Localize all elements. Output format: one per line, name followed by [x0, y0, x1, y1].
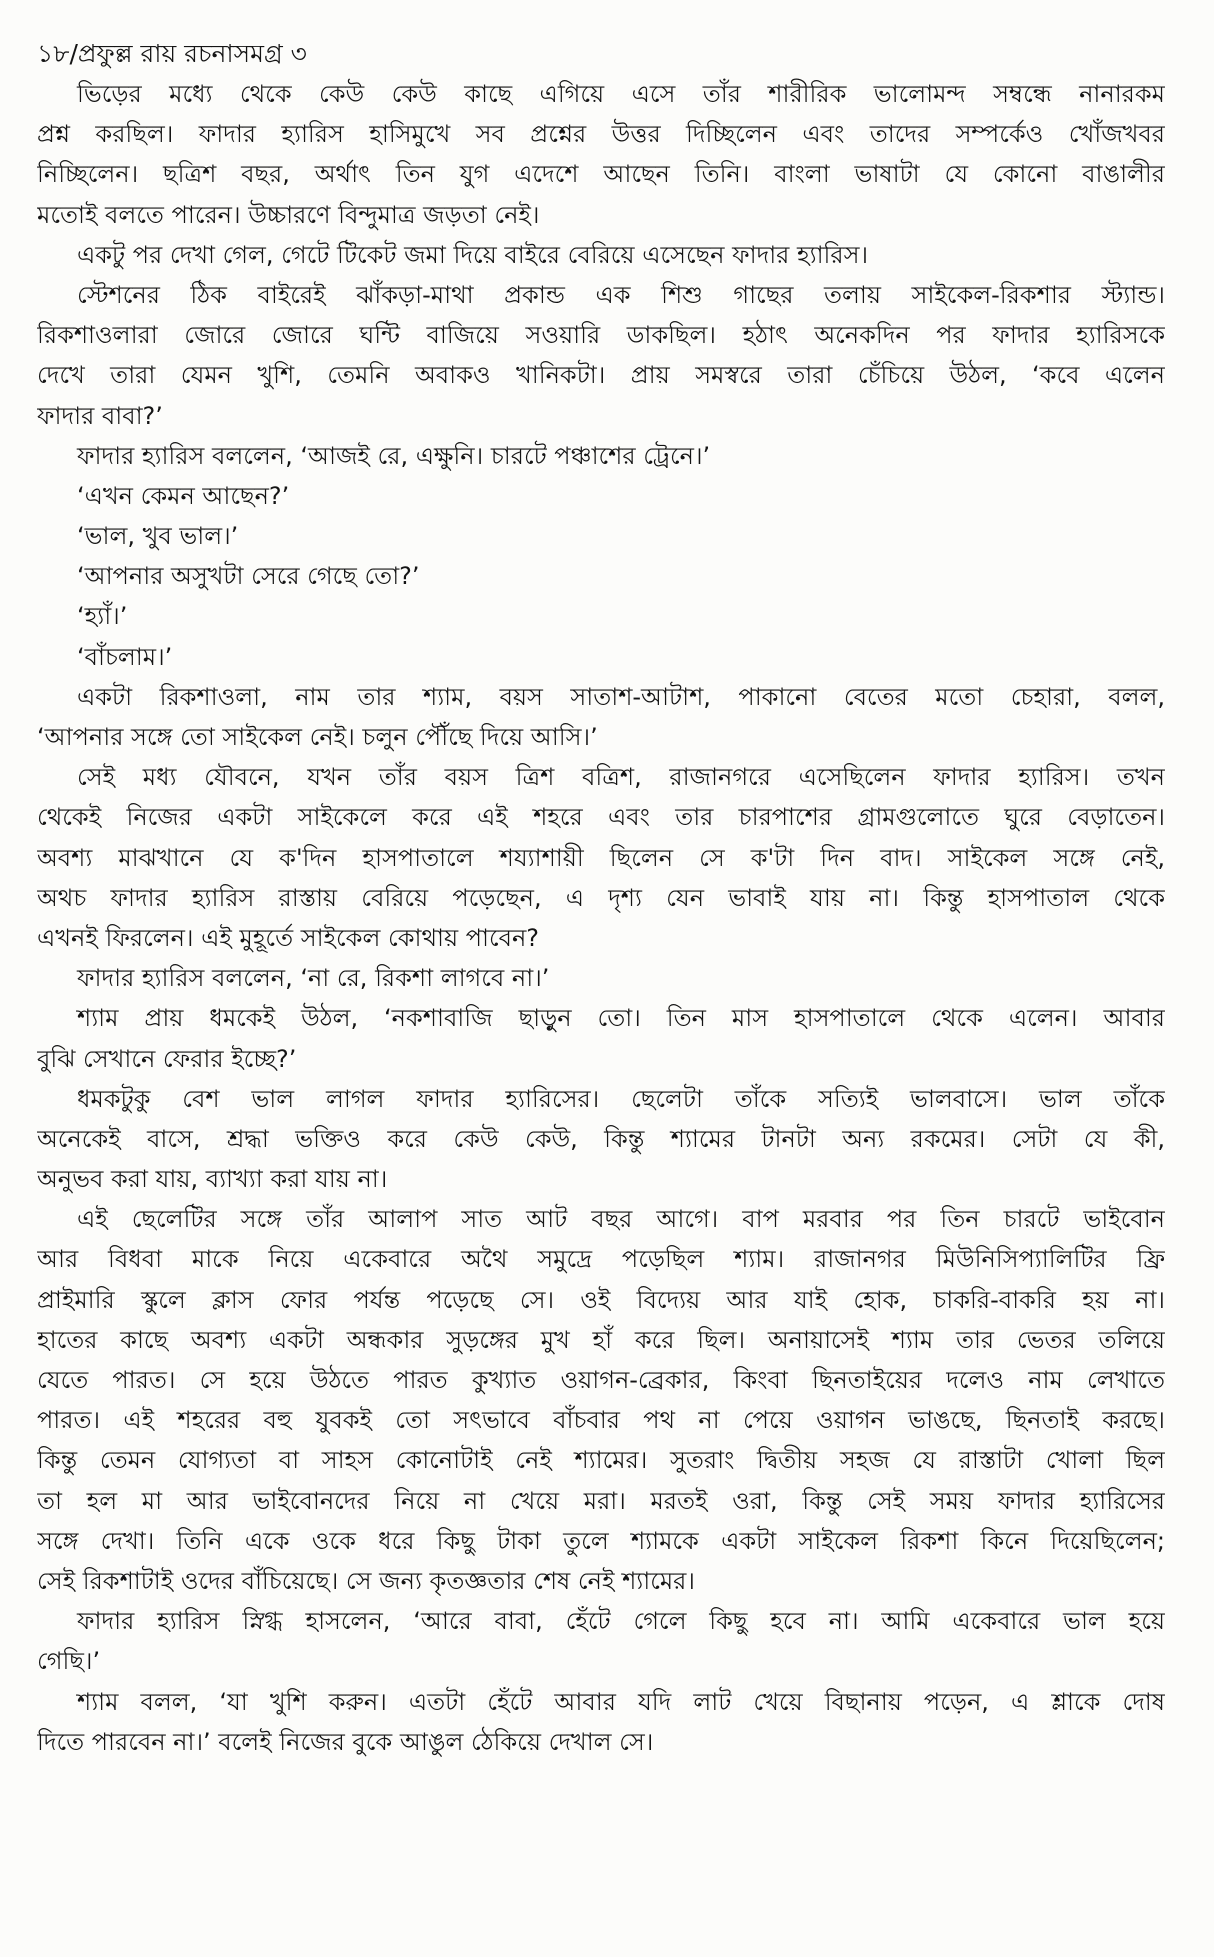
body-text — [37, 74, 1165, 1762]
running-header: ১৮/প্রফুল্ল রায় রচনাসমগ্র ৩ — [37, 39, 307, 68]
text-line: এই ছেলেটির সঙ্গে তাঁর আলাপ সাত আট বছর আগে। বাপ মরবার পর তিন চারটে ভাইবোন — [77, 1205, 1165, 1234]
paragraph — [37, 235, 1165, 275]
text-line: ‘এখন কেমন আছেন?’ — [77, 481, 290, 510]
text-line: ফাদার বাবা?’ — [37, 401, 163, 430]
text-line: প্রশ্ন করছিল। ফাদার হ্যারিস হাসিমুখে সব প্রশ্নের উত্তর দিচ্ছিলেন এবং তাদের সম্পর্কেও খোঁজখবর — [37, 120, 1165, 149]
paragraph — [37, 637, 1165, 677]
text-line: গেছি।’ — [37, 1647, 101, 1676]
text-line: রিকশাওলারা জোরে জোরে ঘন্টি বাজিয়ে সওয়ারি ডাকছিল। হঠাৎ অনেকদিন পর ফাদার হ্যারিসকে — [37, 321, 1165, 350]
text-line: সেই রিকশাটাই ওদের বাঁচিয়েছে। সে জন্য কৃতজ্ঞতার শেষ নেই শ্যামের। — [37, 1566, 695, 1595]
text-line: প্রাইমারি স্কুলে ক্লাস ফোর পর্যন্ত পড়েছে সে। ওই বিদ্যেয় আর যাই হোক, চাকরি-বাকরি হয় না। — [37, 1285, 1165, 1314]
paragraph — [37, 556, 1165, 596]
text-line: শ্যাম প্রায় ধমকেই উঠল, ‘নকশাবাজি ছাড়ুন তো। তিন মাস হাসপাতালে থেকে এলেন। আবার — [77, 1004, 1165, 1033]
text-line: অনেকেই বাসে, শ্রদ্ধা ভক্তিও করে কেউ কেউ, কিন্তু শ্যামের টানটা অন্য রকমের। সেটা যে কী, — [37, 1124, 1165, 1153]
text-line: এখনই ফিরলেন। এই মুহূর্তে সাইকেল কোথায় পাবেন? — [37, 923, 540, 952]
paragraph — [37, 1601, 1165, 1681]
text-line: আর বিধবা মাকে নিয়ে একেবারে অথৈ সমুদ্রে পড়েছিল শ্যাম। রাজানগর মিউনিসিপ্যালিটির ফ্রি — [37, 1245, 1165, 1274]
text-line: অথচ ফাদার হ্যারিস রাস্তায় বেরিয়ে পড়েছেন, এ দৃশ্য যেন ভাবাই যায় না। কিন্তু হাসপাতাল থেকে — [37, 883, 1165, 912]
text-line: মতোই বলতে পারেন। উচ্চারণে বিন্দুমাত্র জড়তা নেই। — [37, 200, 540, 229]
paragraph — [37, 998, 1165, 1078]
paragraph — [37, 1199, 1165, 1601]
paragraph — [37, 596, 1165, 636]
text-line: হাতের কাছে অবশ্য একটা অন্ধকার সুড়ঙ্গের মুখ হাঁ করে ছিল। অনায়াসেই শ্যাম তার ভেতর তলিয়ে — [37, 1325, 1165, 1354]
text-line: কিন্তু তেমন যোগ্যতা বা সাহস কোনোটাই নেই শ্যামের। সুতরাং দ্বিতীয় সহজ যে রাস্তাটা খোলা ছিল — [37, 1446, 1165, 1475]
paragraph — [37, 74, 1165, 235]
text-line: অনুভব করা যায়, ব্যাখ্যা করা যায় না। — [37, 1165, 388, 1194]
text-line: একটু পর দেখা গেল, গেটে টিকেট জমা দিয়ে বাইরে বেরিয়ে এসেছেন ফাদার হ্যারিস। — [77, 240, 869, 269]
text-line: যেতে পারত। সে হয়ে উঠতে পারত কুখ্যাত ওয়াগন-ব্রেকার, কিংবা ছিনতাইয়ের দলেও নাম লেখাতে — [37, 1366, 1165, 1394]
text-line: একটা রিকশাওলা, নাম তার শ্যাম, বয়স সাতাশ-আটাশ, পাকানো বেতের মতো চেহারা, বলল, — [77, 682, 1165, 711]
book-page — [37, 34, 1165, 1762]
text-line: সঙ্গে দেখা। তিনি একে ওকে ধরে কিছু টাকা তুলে শ্যামকে একটা সাইকেল রিকশা কিনে দিয়েছিলেন; — [37, 1526, 1165, 1555]
paragraph — [37, 757, 1165, 958]
paragraph — [37, 476, 1165, 516]
text-line: ফাদার হ্যারিস বললেন, ‘আজই রে, এক্ষুনি। চারটে পঞ্চাশের ট্রেনে।’ — [77, 441, 711, 470]
text-line: নিচ্ছিলেন। ছত্রিশ বছর, অর্থাৎ তিন যুগ এদেশে আছেন তিনি। বাংলা ভাষাটা যে কোনো বাঙালীর — [37, 160, 1165, 189]
text-line: দেখে তারা যেমন খুশি, তেমনি অবাকও খানিকটা। প্রায় সমস্বরে তারা চেঁচিয়ে উঠল, ‘কবে এলেন — [37, 361, 1165, 390]
paragraph — [37, 436, 1165, 476]
paragraph — [37, 1079, 1165, 1200]
text-line: ভিড়ের মধ্যে থেকে কেউ কেউ কাছে এগিয়ে এসে তাঁর শারীরিক ভালোমন্দ সম্বন্ধে নানারকম — [77, 80, 1165, 108]
text-line: ‘আপনার সঙ্গে তো সাইকেল নেই। চলুন পৌঁছে দিয়ে আসি।’ — [37, 723, 598, 751]
text-line: ‘হ্যাঁ।’ — [77, 602, 128, 631]
text-line: স্টেশনের ঠিক বাইরেই ঝাঁকড়া-মাথা প্রকান্ড এক শিশু গাছের তলায় সাইকেল-রিকশার স্ট্যান্ড। — [77, 280, 1165, 309]
text-line: ফাদার হ্যারিস স্নিগ্ধ হাসলেন, ‘আরে বাবা, হেঁটে গেলে কিছু হবে না। আমি একেবারে ভাল হয়ে — [77, 1607, 1165, 1636]
text-line: তা হল মা আর ভাইবোনদের নিয়ে না খেয়ে মরা। মরতই ওরা, কিন্তু সেই সময় ফাদার হ্যারিসের — [37, 1486, 1165, 1515]
paragraph — [37, 275, 1165, 436]
text-line: অবশ্য মাঝখানে যে ক'দিন হাসপাতালে শয্যাশায়ী ছিলেন সে ক'টা দিন বাদ। সাইকেল সঙ্গে নেই, — [37, 843, 1165, 872]
text-line: দিতে পারবেন না।’ বলেই নিজের বুকে আঙুল ঠেকিয়ে দেখাল সে। — [37, 1727, 654, 1756]
text-line: পারত। এই শহরের বহু যুবকই তো সৎভাবে বাঁচবার পথ না পেয়ে ওয়াগন ভাঙছে, ছিনতাই করছে। — [37, 1406, 1165, 1435]
paragraph — [37, 677, 1165, 757]
text-line: থেকেই নিজের একটা সাইকেলে করে এই শহরে এবং তার চারপাশের গ্রামগুলোতে ঘুরে বেড়াতেন। — [37, 803, 1165, 832]
text-line: শ্যাম বলল, ‘যা খুশি করুন। এতটা হেঁটে আবার যদি লাট খেয়ে বিছানায় পড়েন, এ শ্লাকে দোষ — [77, 1687, 1165, 1716]
text-line: ‘বাঁচলাম।’ — [77, 642, 173, 671]
paragraph — [37, 516, 1165, 556]
text-line: ‘আপনার অসুখটা সেরে গেছে তো?’ — [77, 562, 420, 591]
text-line: ফাদার হ্যারিস বললেন, ‘না রে, রিকশা লাগবে না।’ — [77, 964, 550, 993]
paragraph — [37, 1682, 1165, 1762]
text-line: সেই মধ্য যৌবনে, যখন তাঁর বয়স ত্রিশ বত্রিশ, রাজানগরে এসেছিলেন ফাদার হ্যারিস। তখন — [77, 763, 1165, 792]
text-line: ধমকটুকু বেশ ভাল লাগল ফাদার হ্যারিসের। ছেলেটা তাঁকে সত্যিই ভালবাসে। ভাল তাঁকে — [77, 1084, 1165, 1113]
paragraph — [37, 958, 1165, 998]
text-line: ‘ভাল, খুব ভাল।’ — [77, 522, 239, 551]
text-line: বুঝি সেখানে ফেরার ইচ্ছে?’ — [37, 1044, 297, 1073]
